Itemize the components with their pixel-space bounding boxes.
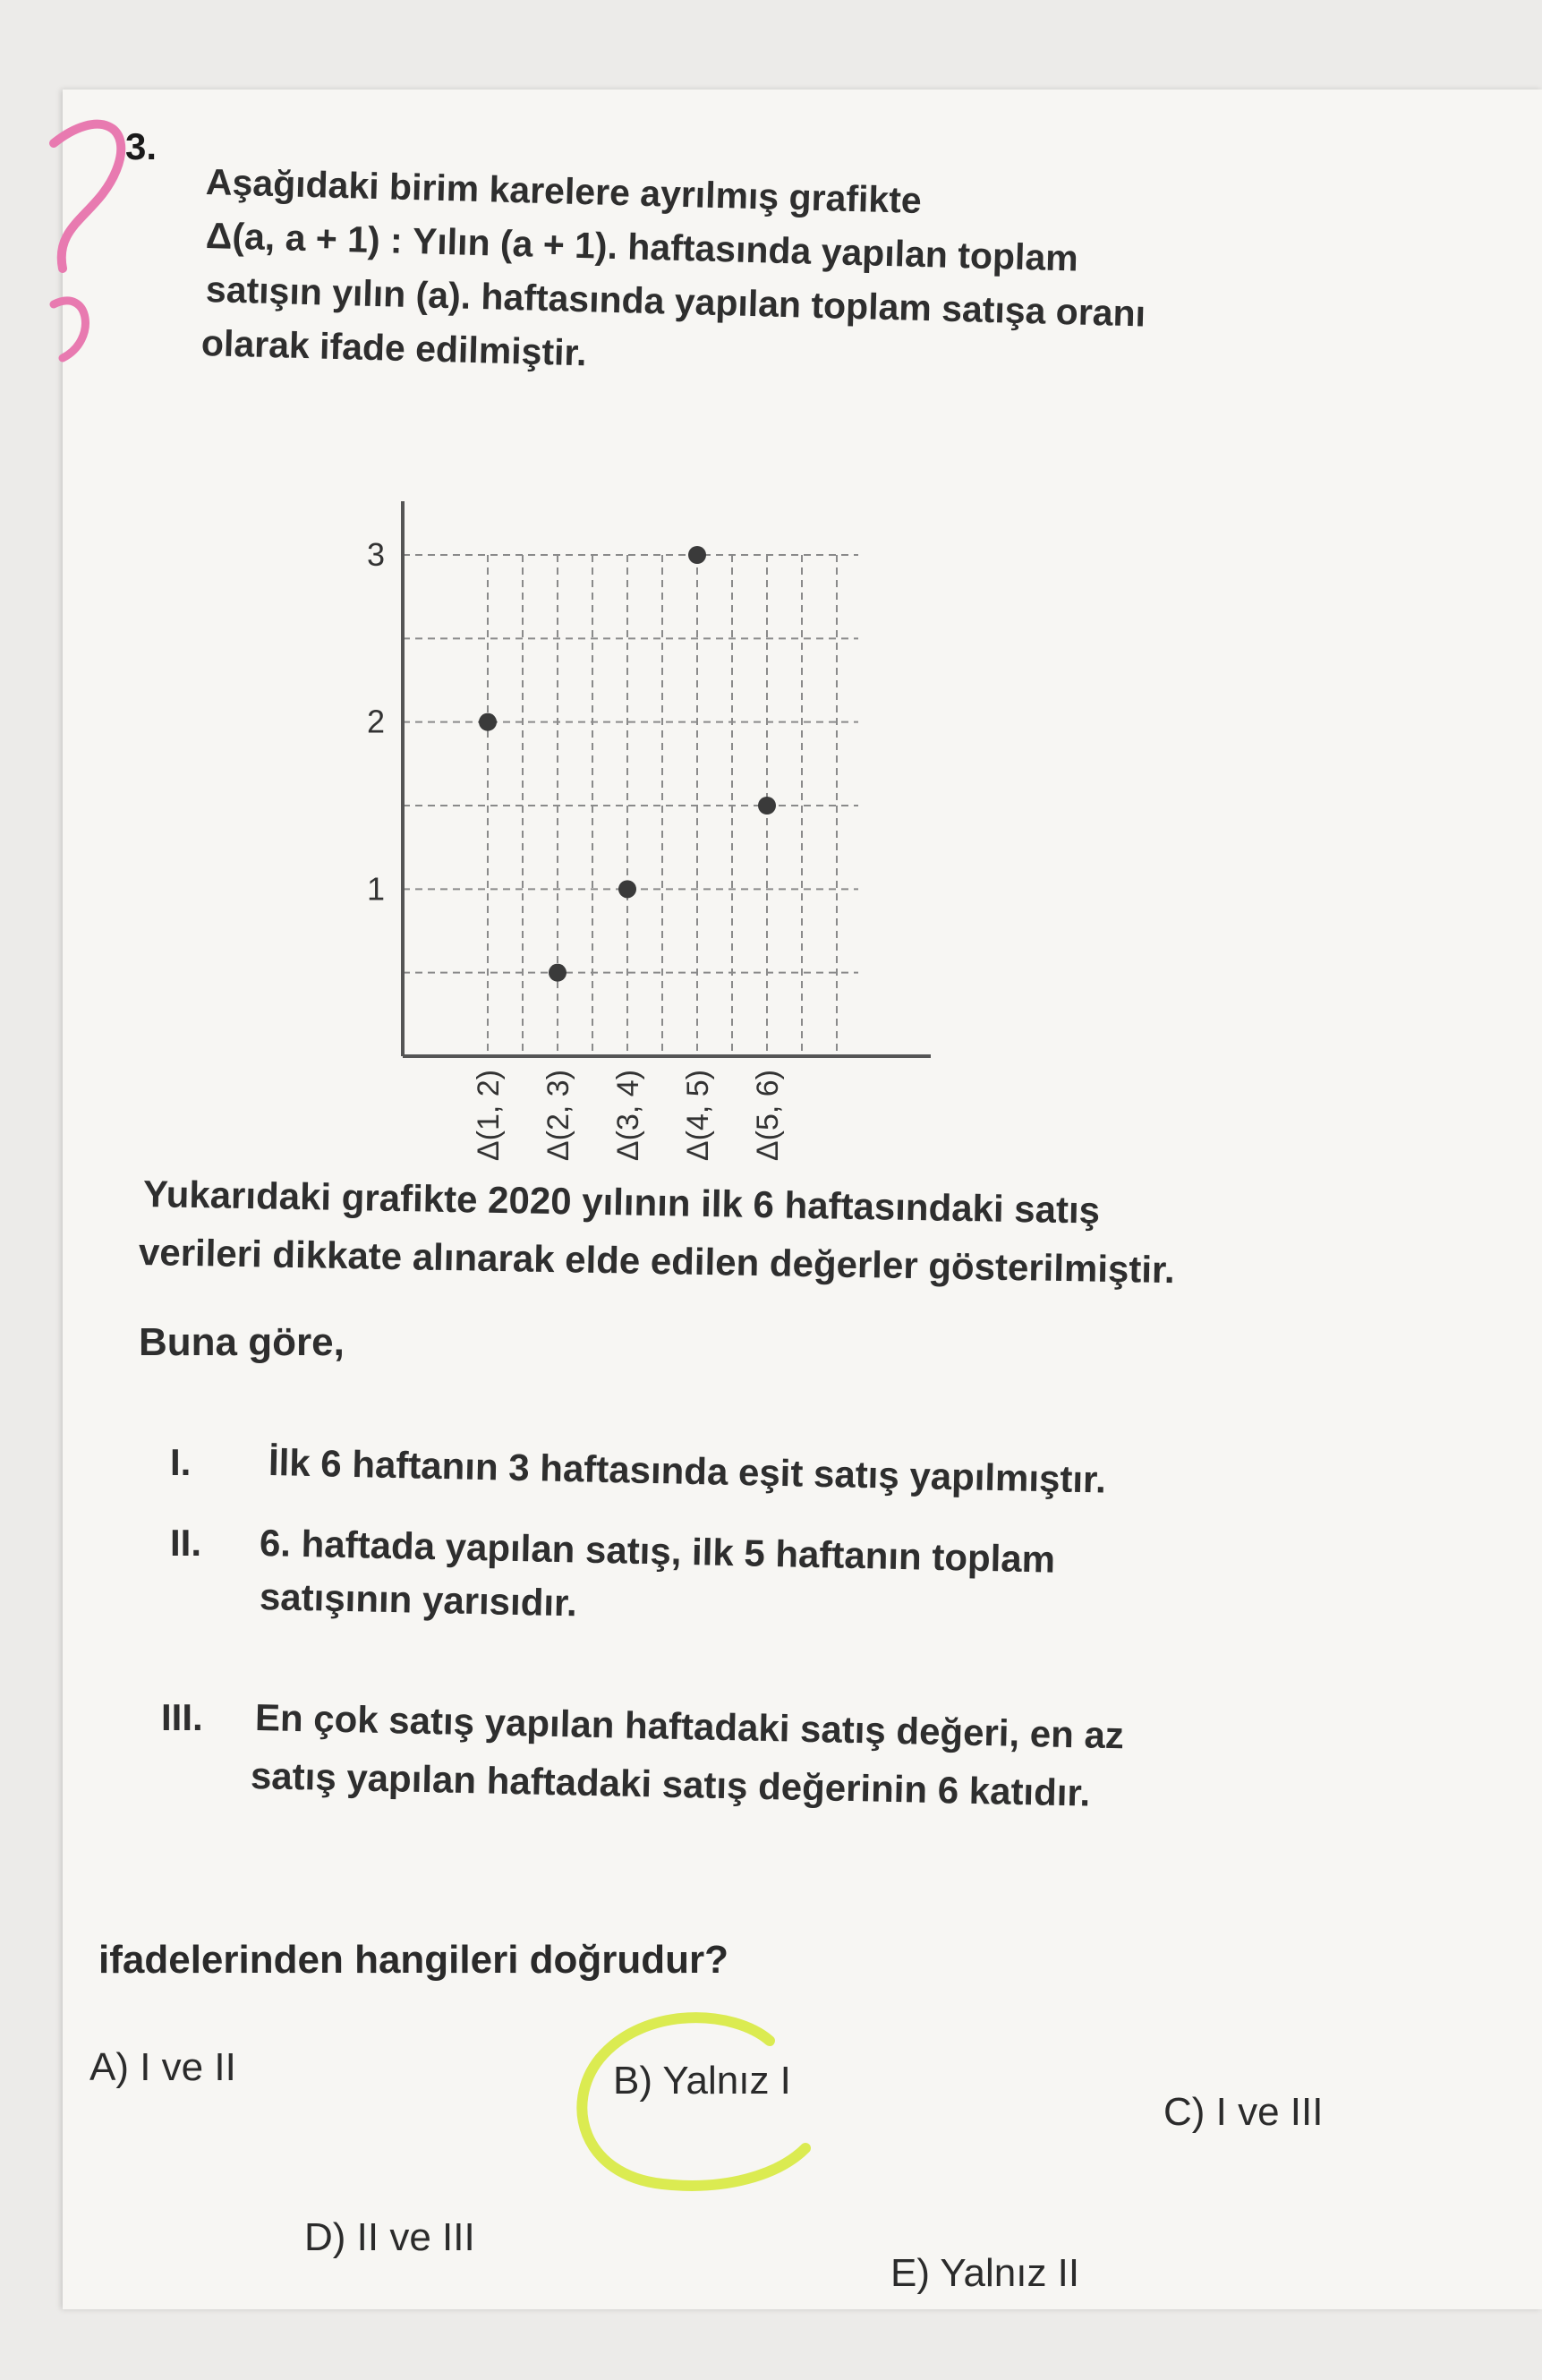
y-tick-label: 3 [366, 536, 386, 573]
question-stem-line-4: olarak ifade edilmiştir. [200, 322, 588, 374]
x-tick-label: Δ(3, 4) [611, 1070, 645, 1162]
data-point [688, 546, 706, 564]
question-stem-line-2: Δ(a, a + 1) : Yılın (a + 1). haftasında yapılan toplam [205, 215, 1079, 279]
data-point [479, 713, 497, 731]
option-b[interactable]: B) Yalnız I [613, 2059, 791, 2103]
statement-1-text: İlk 6 haftanın 3 haftasında eşit satış yapılmıştır. [268, 1441, 1107, 1501]
body-line-1: Yukarıdaki grafikte 2020 yılının ilk 6 haftasındaki satış [142, 1173, 1101, 1232]
option-c[interactable]: C) I ve III [1163, 2090, 1324, 2134]
body-line-2: verileri dikkate alınarak elde edilen değerler gösterilmiştir. [138, 1231, 1176, 1292]
statement-3-text-line-2: satış yapılan haftadaki satış değerinin 6 katıdır. [250, 1754, 1091, 1814]
statement-2-text-line-2: satışının yarısıdır. [259, 1575, 578, 1625]
statement-3-text-line-1: En çok satış yapılan haftadaki satış değeri, en az [254, 1696, 1125, 1757]
question-prompt: ifadelerinden hangileri doğrudur? [98, 1938, 729, 1982]
highlighter-circle-mark [564, 2005, 850, 2211]
chart-y-ticks [367, 536, 385, 907]
statement-2-text-line-1: 6. haftada yapılan satış, ilk 5 haftanın toplam [259, 1522, 1056, 1581]
y-tick-label: 2 [366, 703, 386, 740]
option-a[interactable]: A) I ve II [89, 2045, 236, 2089]
question-number: 3. [125, 125, 158, 167]
x-tick-label: Δ(5, 6) [751, 1070, 785, 1162]
statement-1-number: I. [170, 1441, 192, 1483]
x-tick-label: Δ(2, 3) [541, 1070, 575, 1162]
data-point [549, 964, 567, 982]
option-e[interactable]: E) Yalnız II [890, 2251, 1080, 2295]
statement-3-number: III. [161, 1696, 203, 1738]
chart-grid [403, 555, 858, 1056]
question-stem-line-3: satışın yılın (a). haftasında yapılan toplam satışa oranı [205, 269, 1146, 335]
x-tick-label: Δ(4, 5) [681, 1070, 715, 1162]
option-d[interactable]: D) II ve III [304, 2215, 475, 2259]
worksheet-page [63, 90, 1542, 2309]
data-point [758, 797, 776, 815]
ratio-scatter-chart [366, 465, 1154, 1271]
data-point [618, 880, 636, 898]
lead-text: Buna göre, [139, 1320, 345, 1364]
y-tick-label: 1 [366, 870, 386, 908]
question-stem-line-1: Aşağıdaki birim karelere ayrılmış grafikte [205, 161, 923, 221]
x-tick-label: Δ(1, 2) [472, 1070, 506, 1162]
chart-x-ticks [472, 1070, 785, 1161]
statement-2-number: II. [170, 1522, 202, 1564]
